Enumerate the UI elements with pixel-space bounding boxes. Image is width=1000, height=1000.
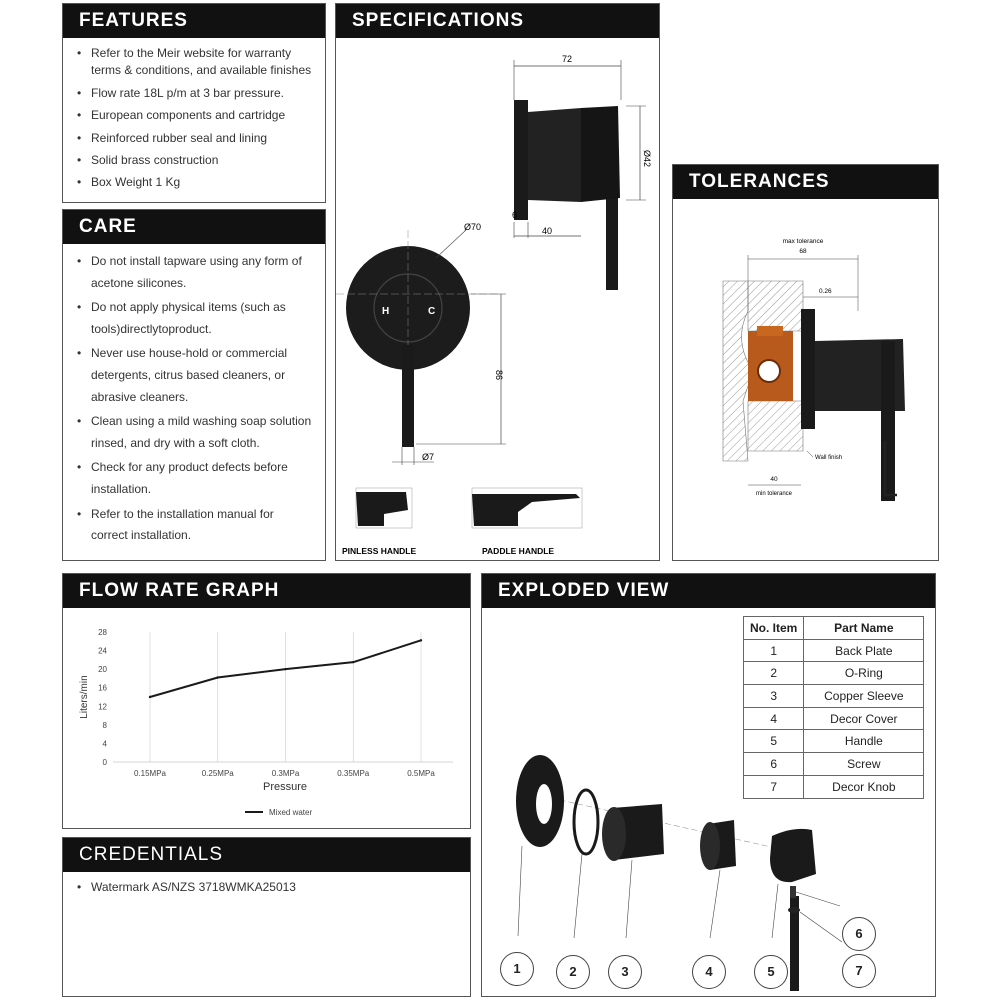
o-ring-part <box>574 790 598 854</box>
part-number: 2 <box>744 662 804 685</box>
part-number: 1 <box>744 639 804 662</box>
data-point <box>352 661 354 663</box>
features-item: • Box Weight 1 Kg <box>77 174 313 191</box>
hot-label: H <box>382 306 390 317</box>
y-tick-label: 28 <box>98 628 107 637</box>
parts-table-row <box>744 662 924 685</box>
care-item: • Never use house-hold or commercial detergents, citrus based cleaners, or abrasive cleaners. <box>77 343 313 408</box>
part-number: 3 <box>744 685 804 708</box>
part-name: Back Plate <box>804 639 924 662</box>
data-point <box>217 676 219 678</box>
tolerances-panel <box>672 164 939 561</box>
exploded-panel <box>481 573 936 997</box>
x-tick-label: 0.5MPa <box>407 769 435 778</box>
cold-label: C <box>428 306 436 317</box>
decor-cover-part <box>700 820 736 870</box>
offset-value: 0.26 <box>819 288 832 295</box>
callout-5: 5 <box>754 955 788 989</box>
legend-label: Mixed water <box>269 808 313 817</box>
dim-depth: 72 <box>561 54 573 64</box>
dim-plate-dia: Ø70 <box>464 222 482 232</box>
callout-6: 6 <box>842 917 876 951</box>
care-panel <box>62 209 326 561</box>
max-tolerance-value: 68 <box>799 248 807 255</box>
y-tick-label: 12 <box>98 702 107 712</box>
flow-graph-panel <box>62 573 471 829</box>
x-tick-label: 0.15MPa <box>133 769 167 778</box>
min-tolerance-label: min tolerance <box>755 491 793 497</box>
part-number: 6 <box>744 753 804 776</box>
col-item-header: No. Item <box>744 617 804 640</box>
pinless-handle-drawing <box>342 488 416 556</box>
callout-7: 7 <box>842 954 876 988</box>
x-tick-label: 0.35MPa <box>337 769 370 778</box>
y-tick-label: 16 <box>98 683 107 693</box>
x-axis-label: Pressure <box>262 781 308 793</box>
x-tick-label: 0.3MPa <box>271 769 300 778</box>
data-point <box>149 696 151 698</box>
credentials-list <box>63 872 470 896</box>
back-plate-part <box>516 755 564 847</box>
x-tick-label: 0.25MPa <box>201 769 234 778</box>
pinless-handle-label: PINLESS HANDLE <box>342 546 417 556</box>
y-tick-label: 8 <box>102 720 107 730</box>
paddle-handle-label: PADDLE HANDLE <box>482 546 555 556</box>
front-view-drawing <box>336 222 506 465</box>
y-tick-label: 24 <box>98 646 107 656</box>
part-name: Screw <box>804 753 924 776</box>
features-item: • European components and cartridge <box>77 107 313 124</box>
features-item: • Flow rate 18L p/m at 3 bar pressure. <box>77 85 313 102</box>
callout-3: 3 <box>608 955 642 989</box>
flow-rate-chart <box>63 610 470 828</box>
features-panel <box>62 3 326 203</box>
part-name: Decor Cover <box>804 707 924 730</box>
specifications-title: SPECIFICATIONS <box>336 4 659 38</box>
care-list <box>63 244 325 547</box>
parts-table-row <box>744 685 924 708</box>
features-title: FEATURES <box>63 4 325 38</box>
features-item: • Reinforced rubber seal and lining <box>77 130 313 147</box>
flow-graph-title: FLOW RATE GRAPH <box>63 574 470 608</box>
part-number: 5 <box>744 730 804 753</box>
y-tick-label: 0 <box>102 758 107 767</box>
data-point <box>284 668 286 670</box>
part-name: O-Ring <box>804 662 924 685</box>
dim-height: 86 <box>494 370 504 381</box>
y-tick-label: 4 <box>102 739 107 749</box>
care-item: • Clean using a mild washing soap solution rinsed, and dry with a soft cloth. <box>77 411 313 454</box>
care-item: • Do not install tapware using any form of acetone silicones. <box>77 251 313 294</box>
tolerances-title: TOLERANCES <box>673 165 938 199</box>
col-name-header: Part Name <box>804 617 924 640</box>
callout-1: 1 <box>500 952 534 986</box>
paddle-handle-drawing <box>472 488 582 556</box>
parts-table-row <box>744 639 924 662</box>
parts-table-row <box>744 707 924 730</box>
specifications-panel <box>335 3 660 561</box>
data-point <box>420 639 422 641</box>
credentials-title: CREDENTIALS <box>63 838 470 872</box>
wall-finish-label: Wall finish <box>815 455 843 461</box>
min-tolerance-value: 40 <box>770 476 778 483</box>
part-number: 7 <box>744 775 804 798</box>
max-tolerance-label: max tolerance <box>782 238 824 245</box>
care-item: • Do not apply physical items (such as tools)directlytoproduct. <box>77 297 313 340</box>
part-name: Decor Knob <box>804 775 924 798</box>
callout-2: 2 <box>556 955 590 989</box>
care-item: • Check for any product defects before installation. <box>77 457 313 500</box>
credentials-item: • Watermark AS/NZS 3718WMKA25013 <box>77 879 458 896</box>
dim-lever-dia: Ø7 <box>422 452 435 462</box>
callout-4: 4 <box>692 955 726 989</box>
side-view-drawing <box>512 54 652 290</box>
features-list <box>63 38 325 192</box>
features-item: • Solid brass construction <box>77 152 313 169</box>
copper-sleeve-part <box>602 804 664 861</box>
care-title: CARE <box>63 210 325 244</box>
tolerances-drawing <box>673 201 938 561</box>
y-tick-label: 20 <box>98 665 107 675</box>
part-name: Copper Sleeve <box>804 685 924 708</box>
features-item: • Refer to the Meir website for warranty terms & conditions, and available finishes <box>77 45 313 80</box>
part-number: 4 <box>744 707 804 730</box>
dim-plate: 6 <box>512 210 518 220</box>
care-item: • Refer to the installation manual for correct installation. <box>77 504 313 547</box>
dim-handle-offset: 40 <box>542 226 553 236</box>
dim-body-dia: Ø42 <box>642 150 652 168</box>
y-axis-label: Liters/min <box>79 675 90 719</box>
credentials-panel <box>62 837 471 997</box>
specifications-drawing <box>336 40 659 560</box>
part-name: Handle <box>804 730 924 753</box>
exploded-title: EXPLODED VIEW <box>482 574 935 608</box>
